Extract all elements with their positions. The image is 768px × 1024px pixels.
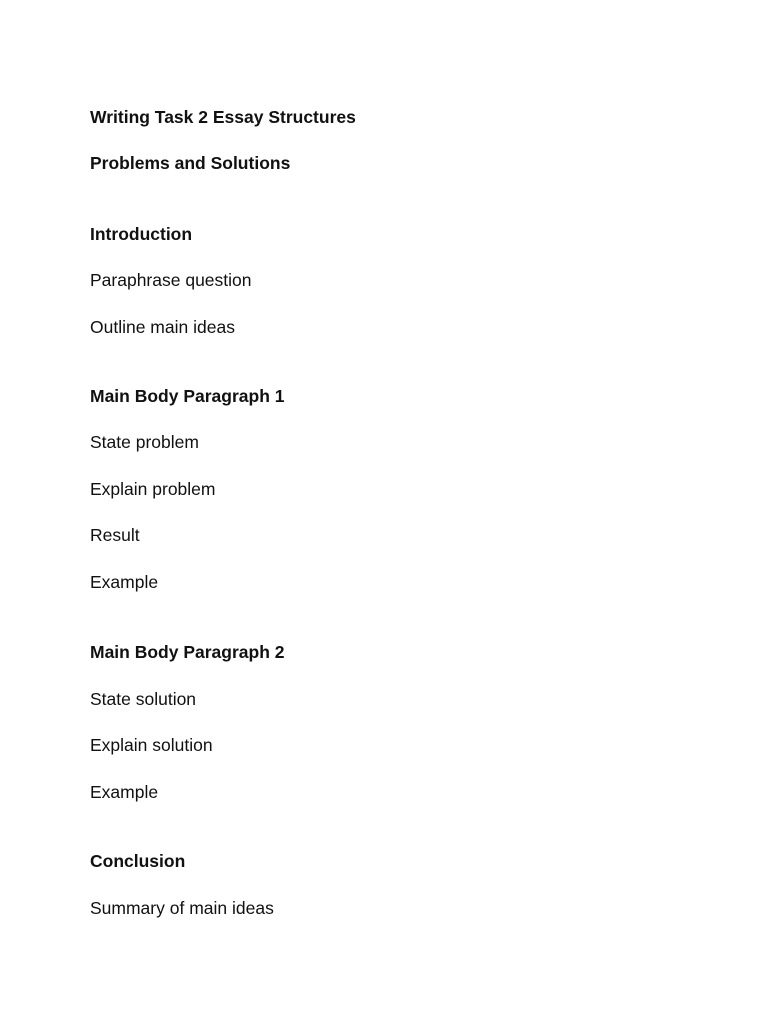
list-item: State problem	[90, 432, 199, 452]
list-item: Summary of main ideas	[90, 898, 274, 918]
list-item: Explain solution	[90, 735, 213, 755]
list-item: Paraphrase question	[90, 270, 252, 290]
section-heading-conclusion: Conclusion	[90, 851, 186, 871]
list-item: Example	[90, 782, 159, 802]
list-item: Outline main ideas	[90, 317, 235, 337]
document-subtitle: Problems and Solutions	[90, 153, 291, 173]
list-item: Example	[90, 572, 159, 592]
section-heading-main-body-2: Main Body Paragraph 2	[90, 642, 285, 662]
list-item: Explain problem	[90, 479, 216, 499]
section-heading-introduction: Introduction	[90, 224, 193, 244]
document-title: Writing Task 2 Essay Structures	[90, 107, 356, 127]
list-item: State solution	[90, 689, 197, 709]
list-item: Result	[90, 525, 140, 545]
section-heading-main-body-1: Main Body Paragraph 1	[90, 386, 285, 406]
